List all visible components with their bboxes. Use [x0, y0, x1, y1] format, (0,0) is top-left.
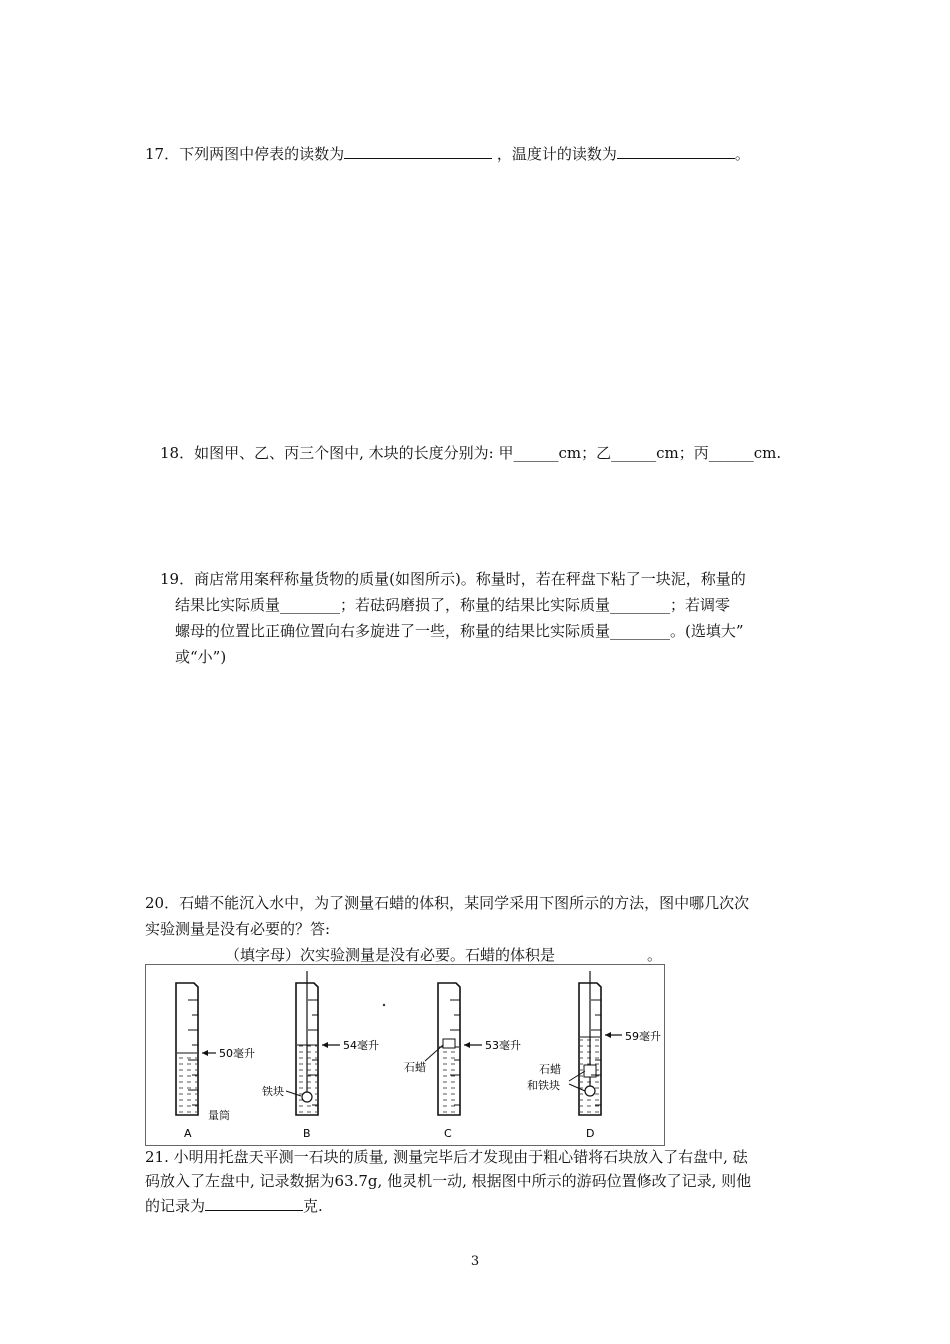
- cylinder-d-object-2: 和铁块: [527, 1079, 560, 1092]
- q17-text-b: ，温度计的读数为: [492, 145, 617, 163]
- cylinder-b-reading: 54毫升: [343, 1039, 379, 1052]
- iron-block-icon: [585, 1086, 595, 1096]
- cylinder-a-caption: 量筒: [208, 1109, 230, 1122]
- q19-line-1: 19．商店常用案秤称量货物的质量(如图所示)。称量时，若在秤盘下粘了一块泥，称量的: [160, 570, 746, 588]
- q21-mass-blank[interactable]: [205, 1194, 303, 1211]
- cylinder-a: [176, 983, 255, 1140]
- q20-line-1: 20．石蜡不能沉入水中，为了测量石蜡的体积，某同学采用下图所示的方法，图中哪几次次: [145, 894, 750, 912]
- cylinder-b: [262, 971, 385, 1140]
- cylinder-d: [527, 971, 661, 1140]
- q21-text-b: 克.: [303, 1197, 323, 1215]
- q19-line-3: 螺母的位置比正确位置向右多旋进了一些，称量的结果比实际质量________。(选填大”: [175, 622, 744, 640]
- cylinder-c-object: 石蜡: [404, 1061, 426, 1074]
- q19-line-2: 结果比实际质量________；若砝码磨损了，称量的结果比实际质量________；若调零: [175, 596, 731, 614]
- cylinder-c: [404, 983, 521, 1140]
- cylinder-a-reading: 50毫升: [219, 1047, 255, 1060]
- q21-line-2: 码放入了左盘中, 记录数据为63.7g, 他灵机一动, 根据图中所示的游码位置修改了记录, 则他: [145, 1172, 752, 1190]
- cylinder-b-letter: B: [303, 1127, 311, 1140]
- iron-block-icon: [302, 1092, 312, 1102]
- page-number: 3: [470, 1254, 480, 1269]
- q18-line: 18．如图甲、乙、丙三个图中, 木块的长度分别为: 甲______cm；乙______cm；丙______cm.: [160, 444, 782, 462]
- cylinder-d-letter: D: [586, 1127, 595, 1140]
- cylinder-figure-svg: [146, 965, 664, 1145]
- q17-stopwatch-blank[interactable]: [344, 142, 492, 159]
- q19-line-4: 或“小”): [175, 648, 227, 666]
- cylinder-b-object: 铁块: [262, 1085, 284, 1098]
- cylinder-d-reading: 59毫升: [625, 1030, 661, 1043]
- q17-thermometer-blank[interactable]: [617, 142, 735, 159]
- q17-text-c: 。: [734, 145, 750, 163]
- cylinder-d-object-1: 石蜡: [539, 1063, 561, 1076]
- q21-line-1: 21. 小明用托盘天平测一石块的质量, 测量完毕后才发现由于粗心错将石块放入了右盘中, 砝: [145, 1148, 748, 1166]
- q21-text-a: 的记录为: [145, 1197, 206, 1215]
- cylinder-c-letter: C: [444, 1127, 452, 1140]
- q20-text-b: 。: [647, 946, 663, 964]
- q20-line-3: [225, 944, 662, 966]
- cylinder-figure: [145, 964, 665, 1146]
- cylinder-c-reading: 53毫升: [485, 1039, 521, 1052]
- q17-line: [145, 142, 750, 165]
- wax-block-icon: [443, 1039, 455, 1048]
- q20-line-2: 实验测量是没有必要的？答:: [145, 920, 331, 938]
- q21-line-3: [145, 1194, 323, 1217]
- q20-text-a: （填字母）次实验测量是没有必要。石蜡的体积是: [225, 946, 556, 964]
- cylinder-a-letter: A: [184, 1127, 192, 1140]
- q17-text-a: 17．下列两图中停表的读数为: [145, 145, 345, 163]
